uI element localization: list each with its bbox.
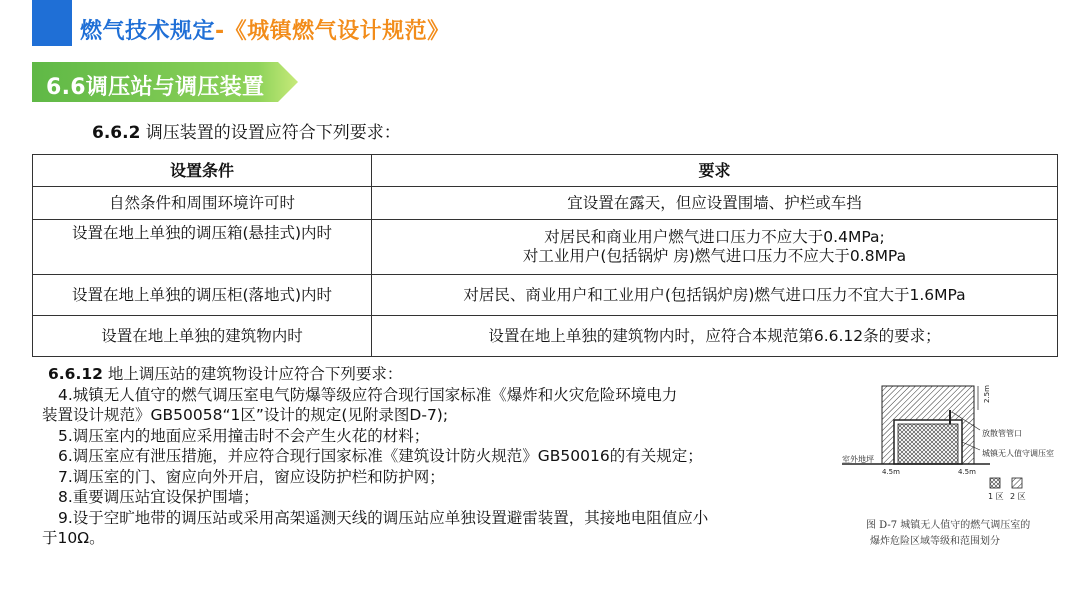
clause-item: 4.城镇无人值守的燃气调压室电气防爆等级应符合现行国家标准《爆炸和火灾危险环境电力 [58,385,678,404]
fig-label-ground: 室外地坪 [842,455,874,464]
table-cell-requirement [372,220,1058,275]
table-row [33,275,1058,316]
subheading-number: 6.6.2 [92,123,141,143]
fig-label-room: 城镇无人值守调压室 [982,449,1054,458]
legend-zone2-swatch [1012,478,1022,488]
table-cell-requirement [372,316,1058,357]
table-header-row [33,155,1058,187]
figure-caption-line: 图 D-7 城镇无人值守的燃气调压室的 [866,520,1031,531]
table-cell-condition: 设置在地上单独的建筑物内时 [33,316,372,357]
clause-body [42,364,842,549]
fig-label-dim-top: 2.5m [983,385,991,403]
hazard-zone-diagram [840,382,1060,512]
table-cell-requirement [372,275,1058,316]
table-row [33,316,1058,357]
clause-item-continuation: 装置设计规范》GB50058“1区”设计的规定(见附录图D-7); [42,406,449,424]
table-row [33,187,1058,220]
requirement-line: 宜设置在露天，但应设置围墙、护栏或车挡 [567,193,862,212]
legend-zone1-swatch [990,478,1000,488]
clause-item: 5.调压室内的地面应采用撞击时不会产生火花的材料； [58,426,430,445]
requirements-table [32,154,1058,357]
table-header-condition: 设置条件 [33,155,372,187]
subheading [92,118,401,143]
requirement-line: 对工业用户(包括锅炉 房)燃气进口压力不应大于0.8MPa [522,247,907,265]
title-book: 《城镇燃气设计规范》 [224,19,450,44]
clause-number: 6.6.12 [48,365,103,383]
requirement-line: 对居民和商业用户燃气进口压力不应大于0.4MPa; [544,228,885,246]
clause-item-continuation: 于10Ω。 [42,529,105,547]
fig-label-dim-right: 4.5m [958,468,976,476]
clause-item: 7.调压室的门、窗应向外开启，窗应设防护栏和防护网； [58,467,445,486]
clause-heading-text: 地上调压站的建筑物设计应符合下列要求： [102,365,403,383]
clause-heading [42,364,842,385]
clause-item: 9.设于空旷地带的调压站或采用高架遥测天线的调压站应单独设置避雷装置，其接地电阻值应小 [58,508,709,527]
requirement-line: 对居民、商业用户和工业用户(包括锅炉房)燃气进口压力不宜大于1.6MPa [463,285,966,304]
figure-caption [866,518,1066,550]
zone1-area [898,424,958,464]
requirement-line: 设置在地上单独的建筑物内时，应符合本规范第6.6.12条的要求； [488,326,941,345]
legend-zone2-label: 2 区 [1010,492,1026,501]
clause-item: 8.重要调压站宜设保护围墙； [58,488,259,506]
section-title: 6.6调压站与调压装置 [46,75,265,100]
table-cell-condition: 自然条件和周围环境许可时 [33,187,372,220]
clause-item: 6.调压室应有泄压措施，并应符合现行国家标准《建筑设计防火规范》GB50016的有关规定； [58,447,703,465]
table-header-requirement: 要求 [372,155,1058,187]
fig-label-vent: 放散管管口 [982,429,1022,438]
title-main: 燃气技术规定 [80,19,216,44]
table-cell-requirement [372,187,1058,220]
table-cell-condition: 设置在地上单独的调压柜(落地式)内时 [33,275,372,316]
table-cell-condition: 设置在地上单独的调压箱(悬挂式)内时 [33,220,372,275]
page-title [80,14,450,45]
figure-caption-line: 爆炸危险区域等级和范围划分 [870,536,1000,547]
legend-zone1-label: 1 区 [988,492,1004,501]
title-accent-bar [32,0,72,46]
title-dash: - [215,19,225,44]
fig-label-dim-left: 4.5m [882,468,900,476]
subheading-text: 调压装置的设置应符合下列要求： [140,123,401,143]
table-row [33,220,1058,275]
